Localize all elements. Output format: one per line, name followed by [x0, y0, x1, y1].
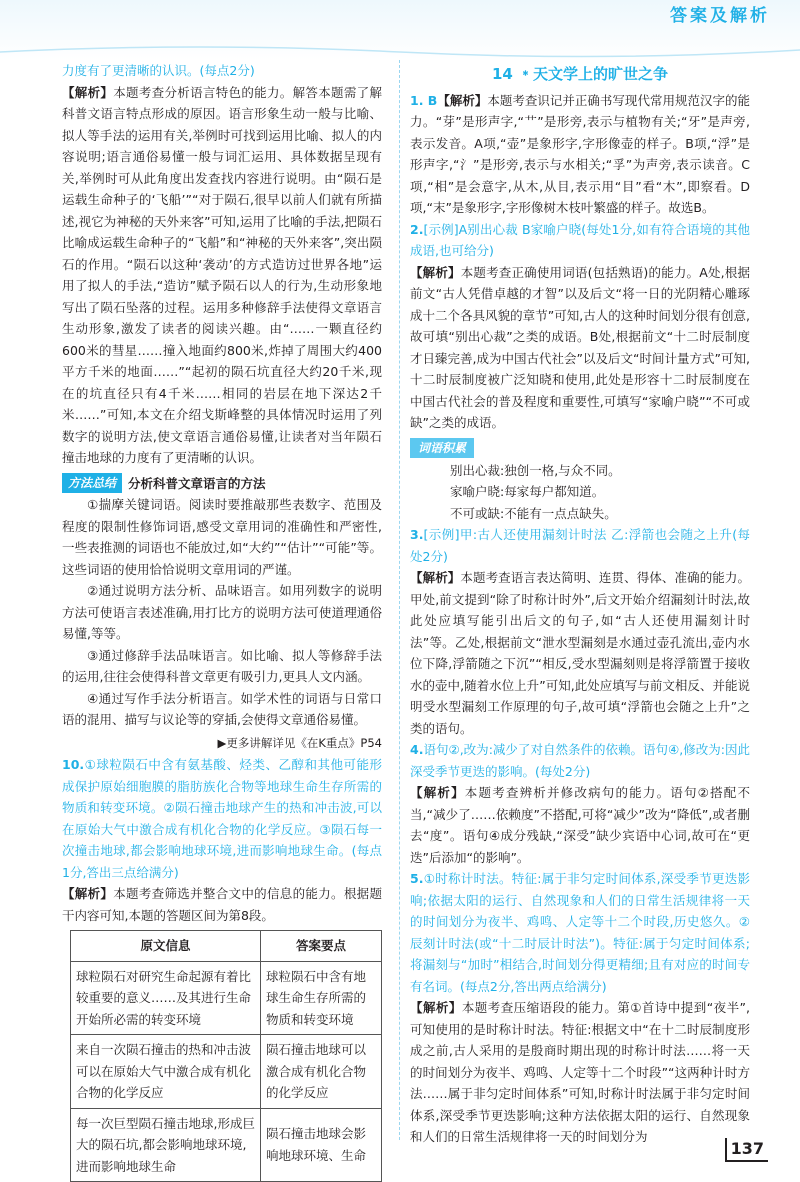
analysis-text: 本题考查识记并正确书写现代常用规范汉字的能力。“芽”是形声字,“艹”是形旁,表示与植物有关;“牙”是声旁,表示发音。A项,“壶”是象形字,字形像壶的样子。B项,“浮”是形声字,“氵”是形旁,表示与水相关;“孚”为声旁,表示读音。C项,“相”是会意字,从木,从目,表示用“目”看“木”,即察看。D项,“末”是象形字,字形像树木枝叶繁盛的样子。故选B。	[410, 92, 750, 215]
method-summary-title: 分析科普文章语言的方法	[128, 475, 266, 491]
method-summary-box	[62, 473, 382, 755]
table-row	[71, 1035, 382, 1109]
q2-answer	[410, 219, 750, 262]
q1-number: 1. B	[410, 92, 438, 108]
q5-answer-text: ①时称计时法。特征:属于非匀定时间体系,深受季节更迭影响;依据太阳的运行、自然现象和人们的日常生活规律将一天的时间划分为夜半、鸡鸣、人定等十二个时段,历史悠久。②辰刻计时法(或“十二时辰计时法”)。特征:属于匀定时间体系;将漏刻与“加时”相结合,时间划分得更精细;且有对应的时间专有名词。(每点2分,答出两点给满分)	[410, 871, 750, 994]
analysis-text: 本题考查筛选并整合文中的信息的能力。根据题干内容可知,本题的答题区间为第8段。	[62, 886, 382, 923]
q10-answer-text: ①球粒陨石中含有氨基酸、烃类、乙醇和其他可能形成保护原始细胞膜的脂肪族化合物等地球生命生存所需的物质和转变环境。②陨石撞击地球产生的热和冲击波,可以在原始大气中激合成有机化合物的化学反应。③陨石每一次撞击地球,都会影响地球环境,进而影响地球生命。(每点1分,答出三点给满分)	[62, 757, 382, 880]
vocab-tag: 词语积累	[410, 438, 474, 458]
method-item: ①揣摩关键词语。阅读时要推敲那些表数字、范围及程度的限制性修饰词语,感受文章用词的准确性和严密性,一些表推测的词语也不能放过,如“大约”“估计”“可能”等。这些词语的使用恰恰说明文章用词的严谨。	[62, 497, 382, 577]
table-row	[71, 961, 382, 1035]
q10-answer	[62, 754, 382, 883]
continued-answer: 力度有了更清晰的认识。(每点2分)	[62, 63, 255, 78]
q1-answer	[410, 90, 750, 219]
table-header: 原文信息	[71, 931, 261, 962]
q3-number: 3.	[410, 527, 424, 542]
method-summary-tag: 方法总结	[62, 473, 122, 493]
table-cell: 球粒陨石中含有地球生命生存所需的物质和转变环境	[261, 961, 382, 1035]
q4-answer	[410, 739, 750, 782]
right-column	[410, 60, 750, 1148]
continued-analysis	[62, 82, 382, 469]
column-divider	[399, 60, 400, 1140]
table-cell: 陨石撞击地球会影响地球环境、生命	[261, 1108, 382, 1182]
left-column	[62, 60, 382, 1182]
analysis-tag: 【解析】	[62, 84, 114, 100]
top-banner	[0, 0, 800, 60]
q3-answer	[410, 524, 750, 567]
table-header-row	[71, 931, 382, 962]
q4-analysis	[410, 782, 750, 868]
analysis-tag: 【解析】	[437, 92, 488, 108]
wave-decoration	[0, 40, 800, 60]
q10-number: 10.	[62, 757, 85, 772]
info-table	[70, 930, 382, 1182]
table-cell: 球粒陨石对研究生命起源有着比较重要的意义……及其进行生命开始所必需的转变环境	[71, 961, 261, 1035]
q5-number: 5.	[410, 871, 424, 886]
q4-number: 4.	[410, 742, 424, 757]
analysis-text: 本题考查分析语言特色的能力。解答本题需了解科普文语言特点形成的原因。语言形象生动一般与比喻、拟人等手法的运用有关,举例时可找到运用比喻、拟人的内容说明;语言通俗易懂一般与词汇运用、具体数据呈现有关,举例时可从此角度出发查找内容进行说明。由“陨石是运载生命种子的‘飞船’”“对于陨石,很早以前人们就有所描述,视它为神秘的天外来客”可知,运用了比喻的手法,把陨石比喻成运载生命种子的“飞船”和“神秘的天外来客”,突出陨石的作用。“陨石以这种‘袭动’的方式造访过世界各地”运用了拟人的手法,“造访”赋予陨石以人的行为,生动形象地写出了陨石坠落的过程。运用多种修辞手法使得文章语言生动形象,激发了读者的阅读兴趣。由“……一颗直径约600米的彗星……撞入地面约800米,炸掉了周围大约400平方千米的地面……”“起初的陨石坑直径大约20千米,现在的坑直径只有4千米……相同的岩层在地下深达2千米……”可知,本文在介绍戈斯峰整的具体情况时运用了列数字的说明方法,使文章语言通俗易懂,让读者对当年陨石撞击地球的力度有了更清晰的认识。	[62, 84, 382, 465]
analysis-text: 本题考查辨析并修改病句的能力。语句②搭配不当,“减少了……依赖度”不搭配,可将“减少”改为“降低”,或者删去“度”。语句④成分残缺,“深受”缺少宾语中心词,故可在“更迭”后添加“的影响”。	[410, 785, 750, 865]
analysis-tag: 【解析】	[410, 1000, 462, 1015]
analysis-text: 本题考查正确使用词语(包括熟语)的能力。A处,根据前文“古人凭借卓越的才智”以及后文“将一日的光阴精心雕琢成十二个各具风貌的章节”可知,古人的这种时间划分很有创意,故可填“别出心裁”之类的成语。B处,根据前文“十二时辰制度才日臻完善,成为中国古代社会”以及后文“时间计量方式”可知,十二时辰制度被广泛知晓和使用,此处是形容十二时辰制度在中国古代社会的普及程度和重要性,可填写“家喻户晓”“不可或缺”之类的成语。	[410, 264, 750, 430]
method-summary-header	[62, 473, 382, 495]
table-cell: 每一次巨型陨石撞击地球,形成巨大的陨石坑,都会影响地球环境,进而影响地球生命	[71, 1108, 261, 1182]
method-item: ④通过写作手法分析语言。如学术性的词语与日常口语的混用、描写与议论等的穿插,会使得文章通俗易懂。	[62, 690, 382, 727]
vocab-item: 别出心裁:独创一格,与众不同。	[450, 462, 621, 478]
q3-analysis	[410, 567, 750, 739]
method-item: ②通过说明方法分析、品味语言。如用列数字的说明方法可使语言表述准确,用打比方的说明方法可使道理通俗易懂,等等。	[62, 583, 382, 641]
table-cell: 陨石撞击地球可以激合成有机化合物的化学反应	[261, 1035, 382, 1109]
analysis-text: 本题考查压缩语段的能力。第①首诗中提到“夜半”,可知使用的是时称计时法。特征:根据文中“在十二时辰制度形成之前,古人采用的是殷商时期出现的时称计时法……将一天的时间划分为夜半、鸡鸣、人定等十二个时段”“这两种计时方法……属于非匀定时间体系”可知,时称计时法属于非匀定时间体系,深受季节更迭影响;这种方法依据太阳的运行、自然现象和人们的日常生活规律将一天的时间划分为	[410, 1000, 750, 1144]
q5-answer	[410, 868, 750, 997]
q5-analysis	[410, 997, 750, 1148]
q3-answer-text: [示例]甲:古人还使用漏刻计时法 乙:浮箭也会随之上升(每处2分)	[410, 527, 750, 564]
vocab-item: 家喻户晓:每家每户都知道。	[450, 484, 605, 499]
q2-analysis	[410, 262, 750, 434]
header-title: 答案及解析	[670, 6, 770, 26]
analysis-tag: 【解析】	[410, 785, 465, 800]
q10-analysis	[62, 883, 382, 926]
section-title: 14 ﹡天文学上的旷世之争	[491, 65, 669, 83]
table-cell: 来自一次陨石撞击的热和冲击波可以在原始大气中激合成有机化合物的化学反应	[71, 1035, 261, 1109]
analysis-tag: 【解析】	[62, 886, 114, 901]
method-item: ③通过修辞手法品味语言。如比喻、拟人等修辞手法的运用,往往会使得科普文章更有吸引力,更具人文内涵。	[62, 647, 382, 684]
q4-answer-text: 语句②,改为:减少了对自然条件的依赖。语句④,修改为:因此深受季节更迭的影响。(每处2分)	[410, 742, 750, 779]
vocab-box	[410, 434, 750, 525]
table-header: 答案要点	[261, 931, 382, 962]
vocab-item: 不可或缺:不能有一点点缺失。	[450, 505, 617, 521]
more-explanation-link[interactable]: ▶更多讲解详见《在K重点》P54	[217, 735, 382, 750]
analysis-text: 本题考查语言表达简明、连贯、得体、准确的能力。甲处,前文提到“除了时称计时外”,后文开始介绍漏刻计时法,故此处应填写能引出后文的句子,如“古人还使用漏刻计时法”等。乙处,根据前文“泄水型漏刻是水通过壶孔流出,壶内水位下降,浮箭随之下沉”“相反,受水型漏刻则是将浮箭置于接收水的壶中,随着水位上升”可知,此处应填写与前文相反、并能说明受水型漏刻工作原理的句子,故可填“浮箭也会随之上升”之类的语句。	[410, 570, 750, 736]
analysis-tag: 【解析】	[410, 264, 461, 280]
page-number: 137	[725, 1138, 768, 1162]
q2-number: 2.	[410, 221, 424, 237]
q2-answer-text: [示例]A别出心裁 B家喻户晓(每处1分,如有符合语境的其他成语,也可给分)	[410, 221, 750, 258]
table-row	[71, 1108, 382, 1182]
analysis-tag: 【解析】	[410, 570, 461, 585]
